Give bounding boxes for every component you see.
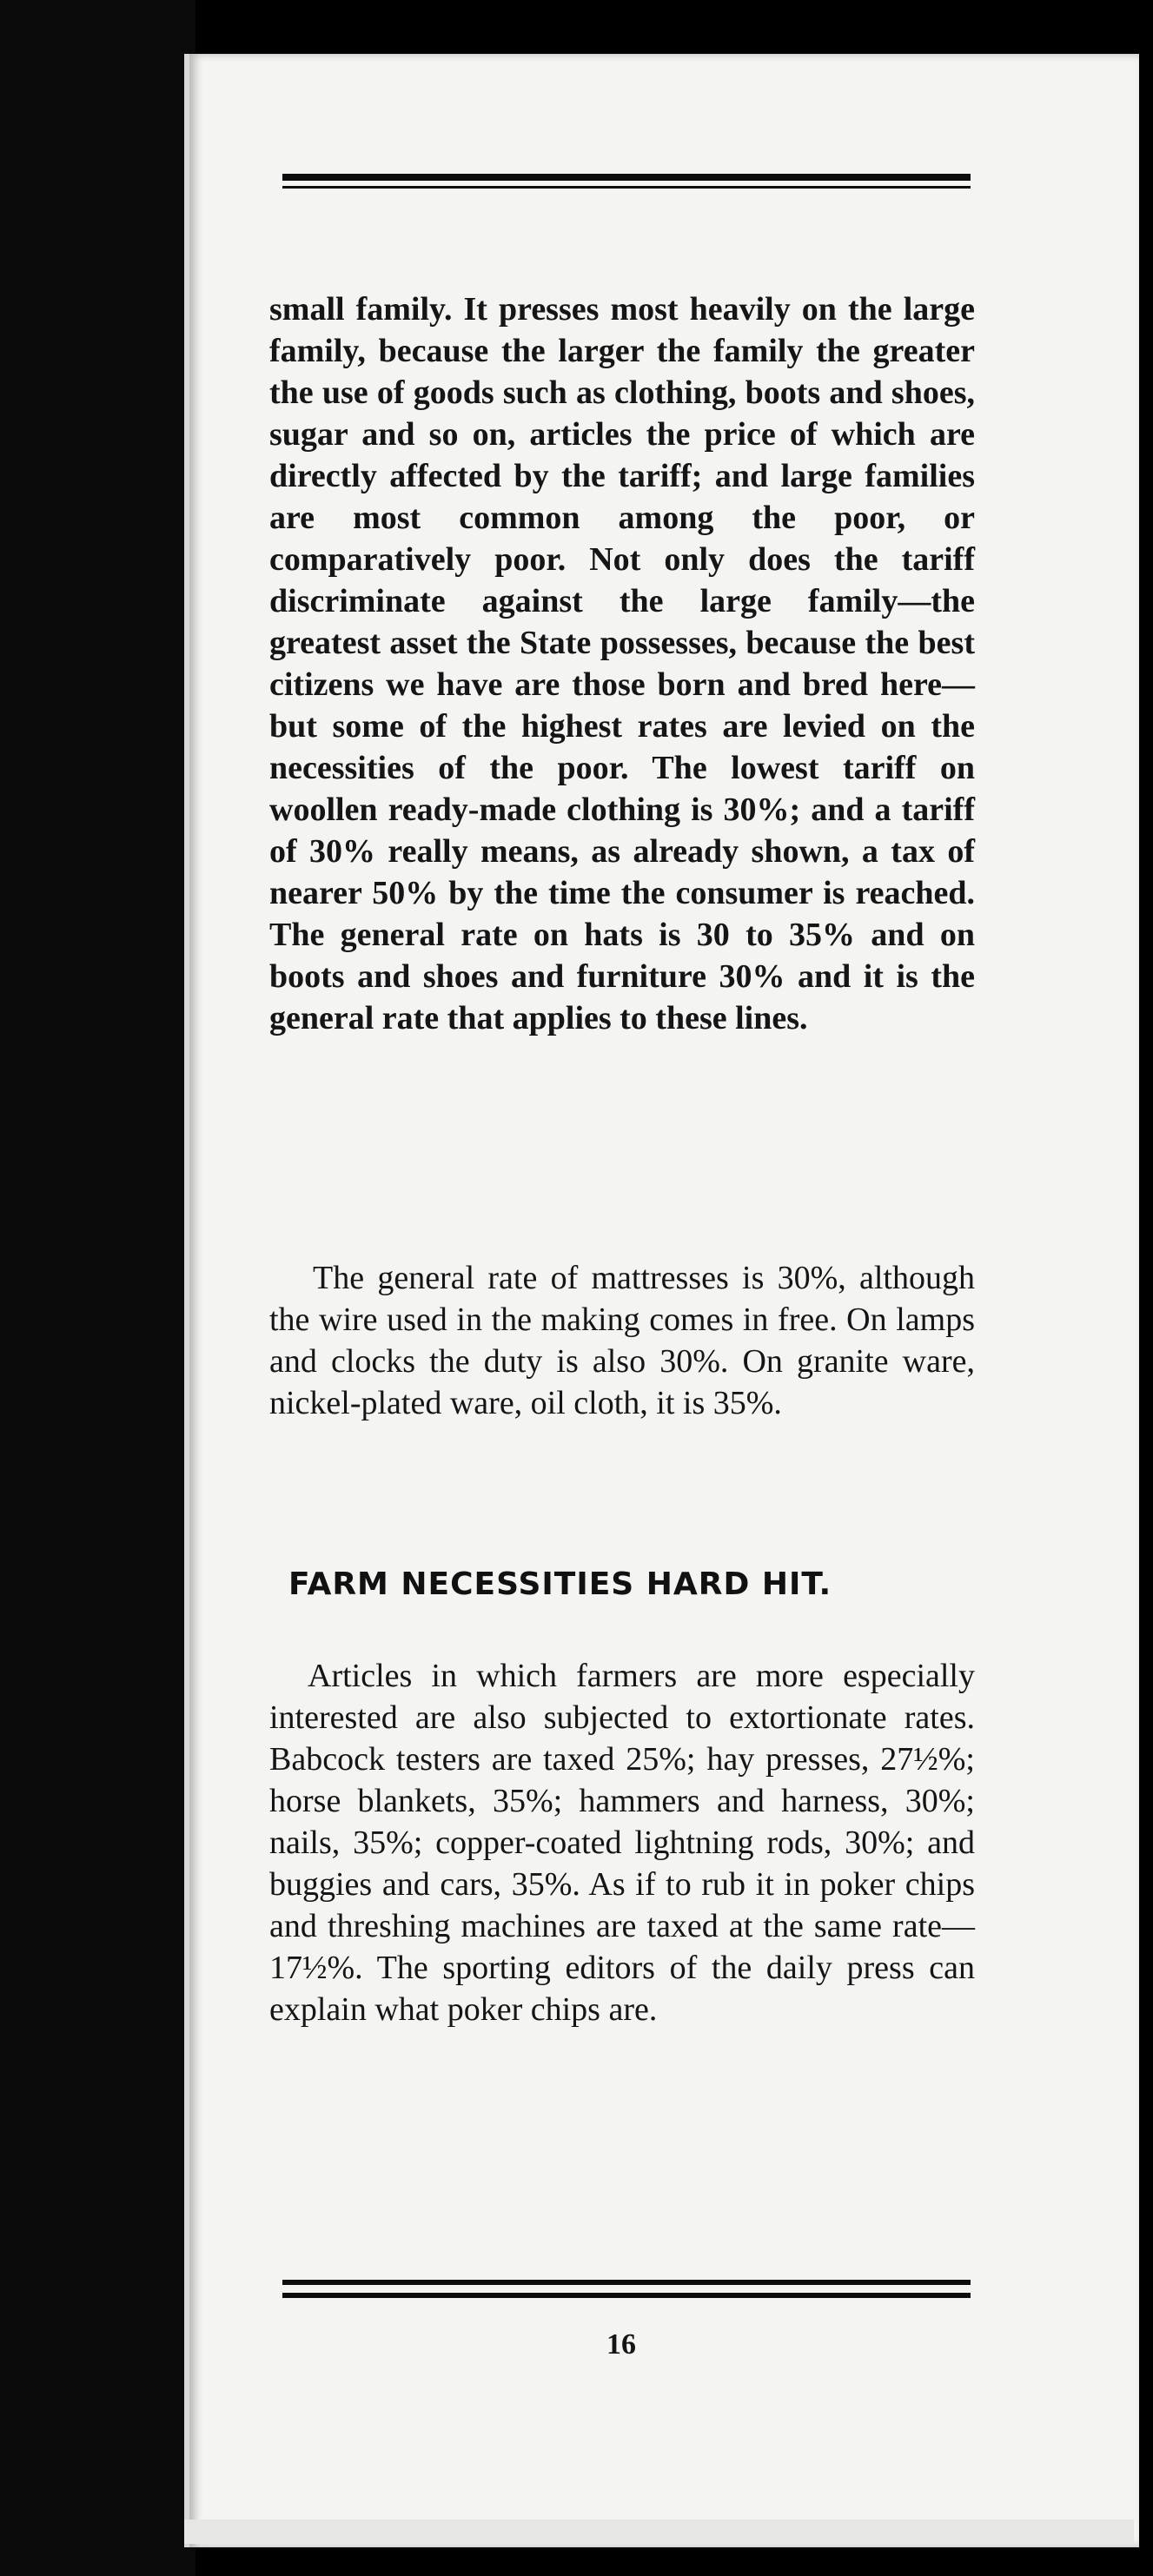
top-double-rule — [282, 174, 971, 181]
body-paragraph-2: The general rate of mattresses is 30%, although the wire used in the making comes in free. On lamps and clocks the duty is also 30%. On granite ware, nickel-plated ware, oil cloth, it is 35%. — [269, 1260, 975, 1421]
section-heading: FARM NECESSITIES HARD HIT. — [288, 1566, 832, 1602]
body-paragraph-1: small family. It presses most heavily on the large family, because the larger the family the greater the use of goods such as clothing, boots and shoes, sugar and so on, articles the price of which are directly affected by the tariff; and large families are most common among the poor, or comparatively poor. Not only does the tariff discriminate against the large family—the greatest asset the State possesses, because the best citizens we have are those born and bred here—but some of the highest rates are levied on the necessities of the poor. The lowest tariff on woollen ready-made clothing is 30%; and a tariff of 30% really means, as already shown, a tax of nearer 50% by the time the consumer is reached. The general rate on hats is 30 to 35% and on boots and shoes and furniture 30% and it is the general rate that applies to these lines. — [269, 291, 975, 1036]
body-paragraph-3: Articles in which farmers are more especially interested are also subjected to extortionate rates. Babcock testers are taxed 25%; hay presses, 27½%; horse blankets, 35%; hammers and harness, 30%; nails, 35%; copper-coated lightning rods, 30%; and buggies and cars, 35%. As if to rub it in poker chips and threshing machines are taxed at the same rate—17½%. The sporting editors of the daily press can explain what poker chips are. — [269, 1658, 975, 2028]
scan-background-left — [0, 0, 195, 2576]
page-number: 16 — [606, 2328, 636, 2361]
page-bottom-edge — [184, 2520, 1134, 2544]
bottom-double-rule — [282, 2280, 971, 2285]
bottom-double-rule-thin — [282, 2293, 971, 2298]
top-double-rule-thin — [282, 186, 971, 189]
